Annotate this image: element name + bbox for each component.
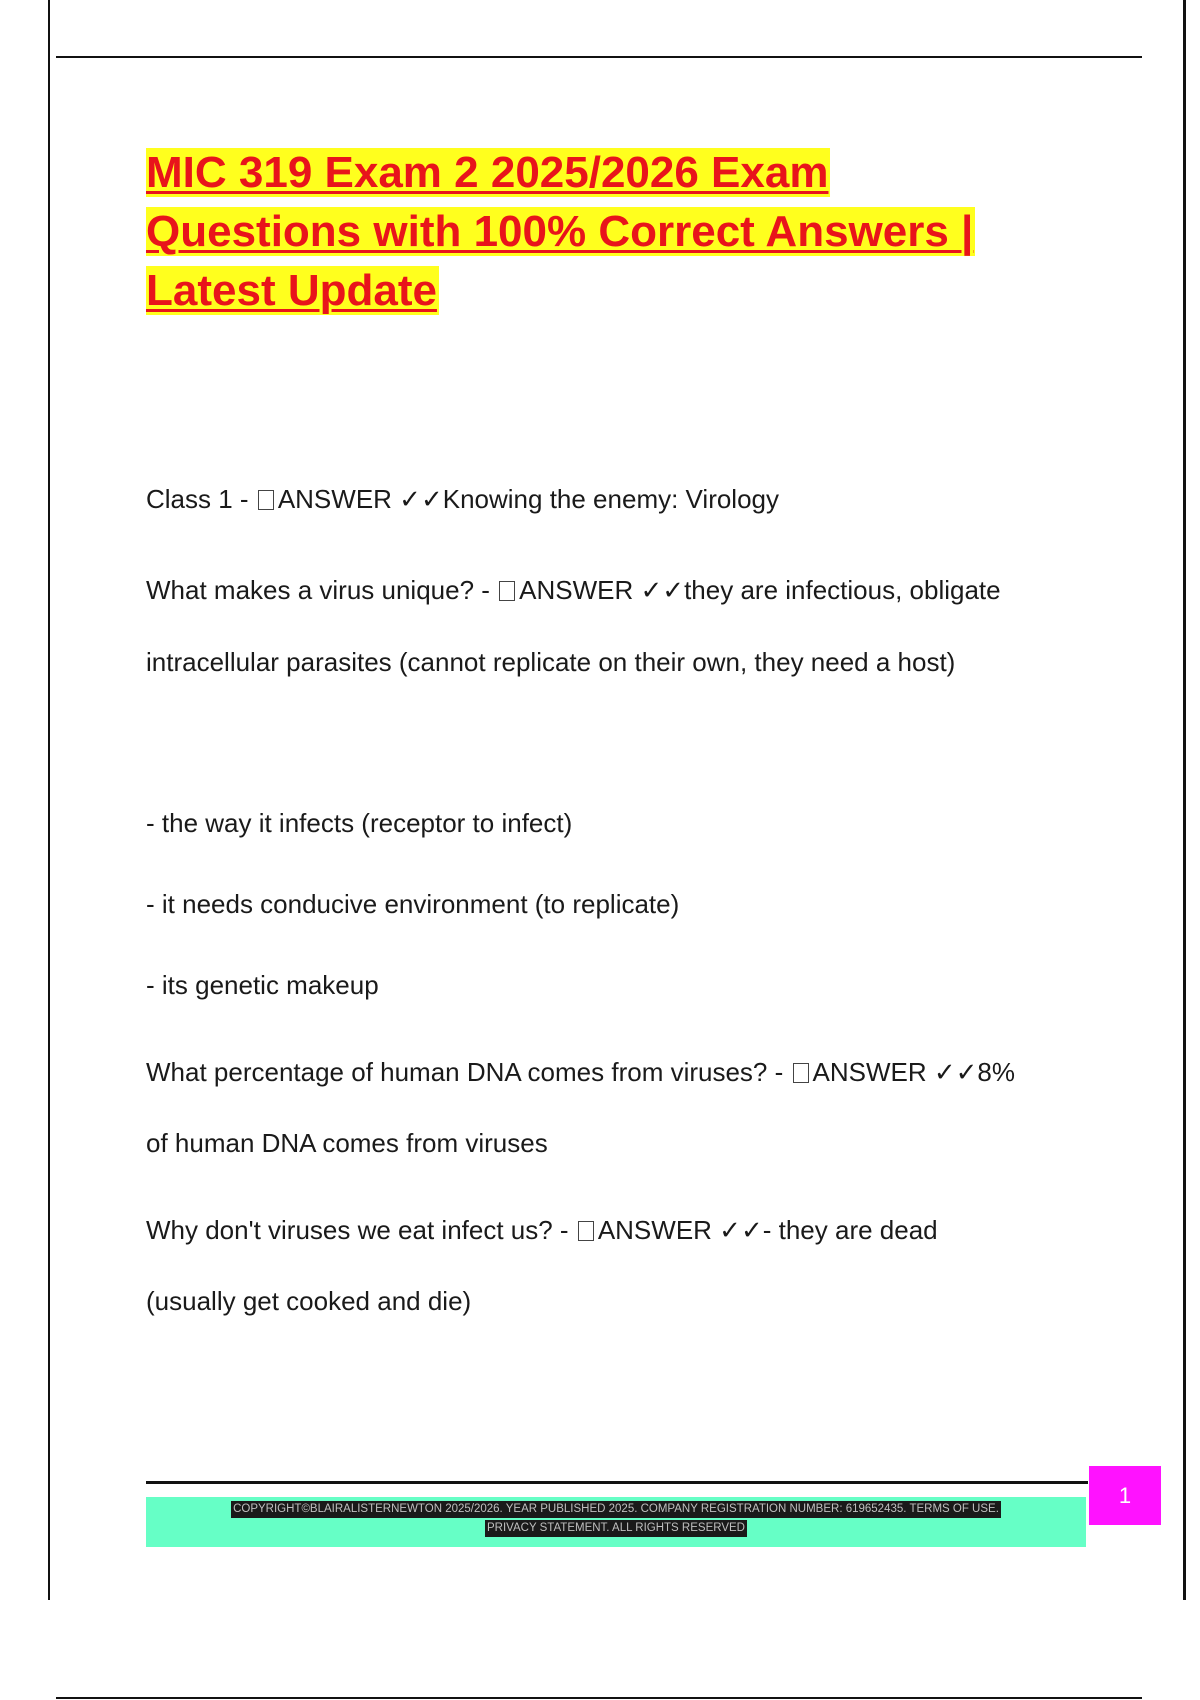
question-text: Class 1 - xyxy=(146,484,256,514)
missing-glyph-icon xyxy=(258,490,274,510)
answer-text: 8% xyxy=(977,1057,1015,1087)
question-text: What makes a virus unique? - xyxy=(146,575,498,605)
qa-item-4-continuation: (usually get cooked and die) xyxy=(146,1286,472,1316)
document-title xyxy=(146,143,1106,320)
answer-marker: ANSWER ✓✓ xyxy=(812,1057,978,1087)
page-number-badge: 1 xyxy=(1089,1466,1161,1525)
title-line-1: MIC 319 Exam 2 2025/2026 Exam xyxy=(146,148,829,197)
question-text: Why don't viruses we eat infect us? - xyxy=(146,1215,576,1245)
bullet-item: - it needs conducive environment (to replicate) xyxy=(146,889,680,919)
next-page-rule xyxy=(56,1697,1142,1699)
qa-item-2-continuation: intracellular parasites (cannot replicate on their own, they need a host) xyxy=(146,647,956,677)
copyright-line-1: COPYRIGHT©BLAIRALISTERNEWTON 2025/2026. YEAR PUBLISHED 2025. COMPANY REGISTRATION NUMBER: 619652435. TERMS OF USE. xyxy=(231,1501,1001,1518)
qa-item-1 xyxy=(146,484,1106,515)
missing-glyph-icon xyxy=(578,1221,594,1241)
answer-marker: ANSWER ✓✓ xyxy=(519,575,685,605)
missing-glyph-icon xyxy=(793,1063,809,1083)
question-text: What percentage of human DNA comes from viruses? - xyxy=(146,1057,791,1087)
qa-item-3 xyxy=(146,1057,1106,1088)
answer-text: they are infectious, obligate xyxy=(684,575,1001,605)
answer-text: - they are dead xyxy=(762,1215,938,1245)
bullet-item: - the way it infects (receptor to infect) xyxy=(146,808,573,838)
missing-glyph-icon xyxy=(499,581,515,601)
qa-item-4 xyxy=(146,1215,1106,1246)
page-border-left xyxy=(48,0,50,1600)
qa-item-2 xyxy=(146,575,1106,606)
answer-marker: ANSWER ✓✓ xyxy=(277,484,443,514)
copyright-footer xyxy=(146,1497,1086,1547)
title-line-3: Latest Update xyxy=(146,266,437,315)
bullet-item: - its genetic makeup xyxy=(146,970,379,1000)
copyright-line-2: PRIVACY STATEMENT. ALL RIGHTS RESERVED xyxy=(485,1520,747,1537)
title-line-2: Questions with 100% Correct Answers | xyxy=(146,207,974,256)
header-rule xyxy=(56,56,1142,58)
qa-item-3-continuation: of human DNA comes from viruses xyxy=(146,1128,548,1158)
page-border-right xyxy=(1183,0,1186,1600)
footer-rule xyxy=(146,1481,1088,1484)
answer-text: Knowing the enemy: Virology xyxy=(442,484,780,514)
answer-marker: ANSWER ✓✓ xyxy=(597,1215,763,1245)
